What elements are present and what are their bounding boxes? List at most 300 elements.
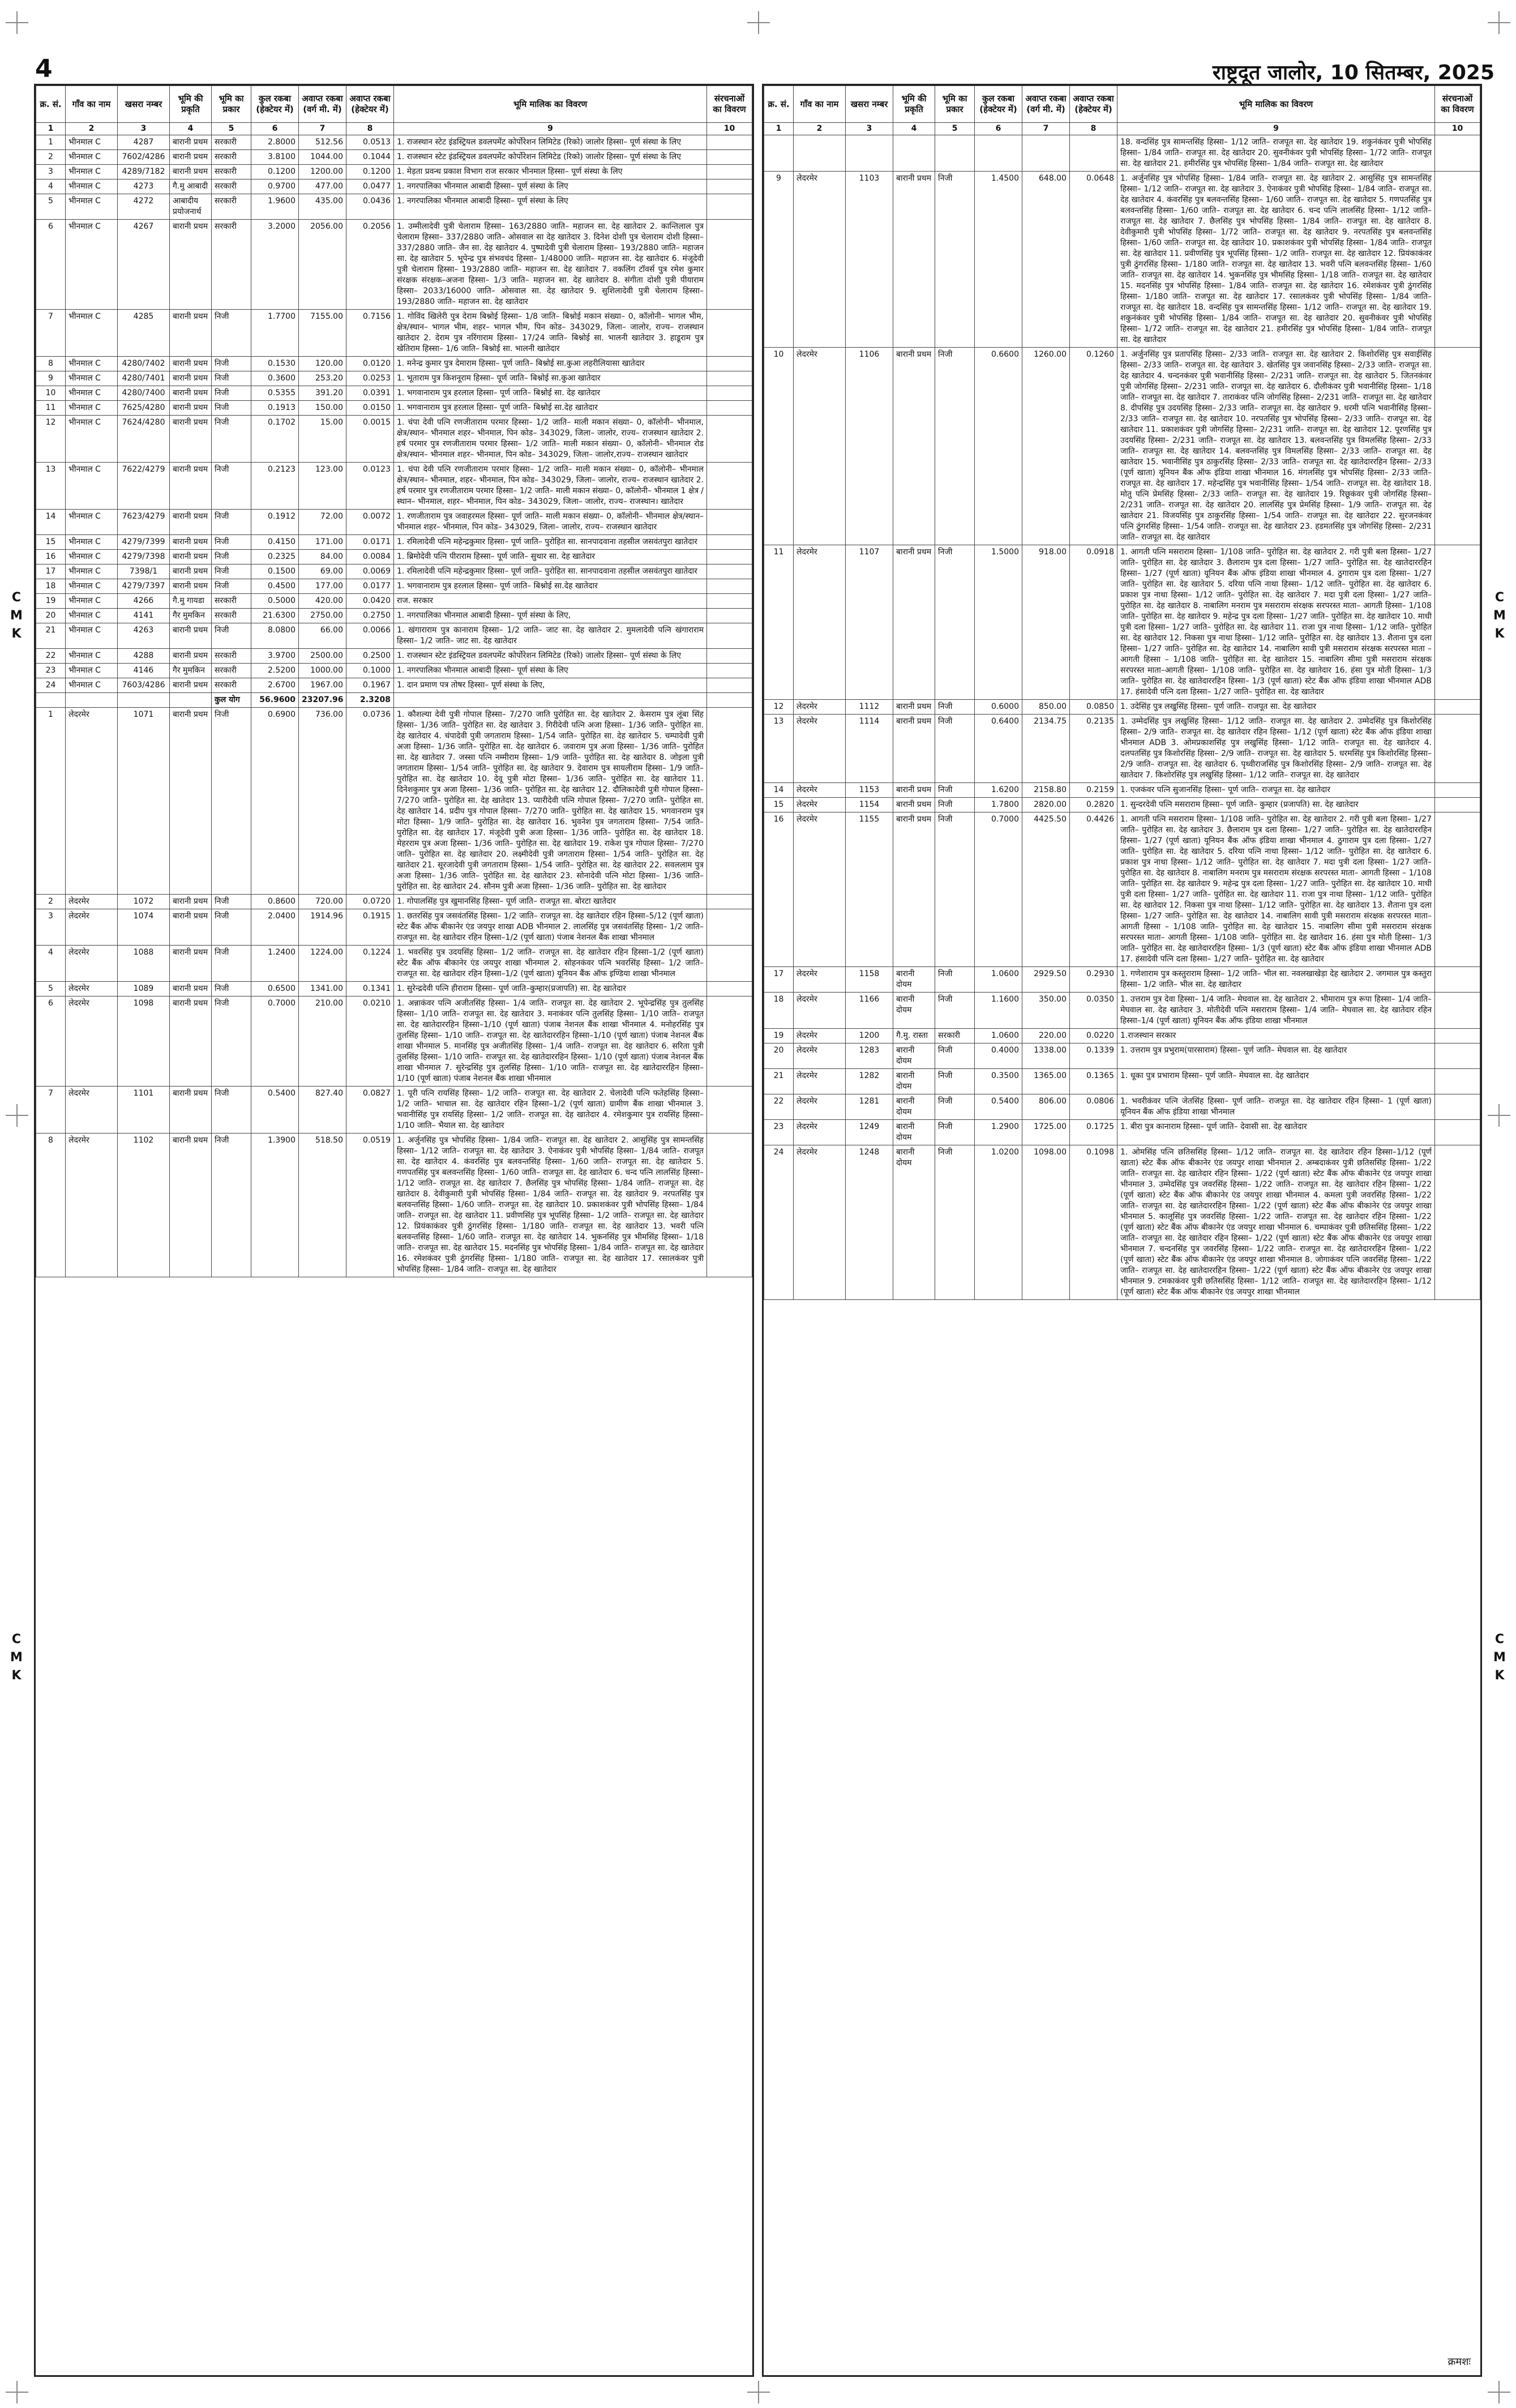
structures-cell (1435, 700, 1480, 715)
left-land-table-panel (34, 84, 754, 2377)
column-number: 2 (66, 123, 118, 135)
registration-mark-icon (1488, 2381, 1510, 2403)
column-number: 5 (935, 123, 975, 135)
column-header: अवाप्त रकबा (वर्ग मी. में) (1022, 86, 1070, 123)
table-row (36, 165, 752, 179)
land-nature-cell: बारानी प्रथम (170, 678, 212, 693)
land-nature-cell: बारानी प्रथम (170, 623, 212, 649)
acquired-area-sqm-cell: 253.20 (299, 371, 346, 386)
total-area-hectare-cell: 2.8000 (251, 135, 299, 150)
village-name-cell: लेदरमेर (66, 708, 118, 895)
land-type-cell: निजी (212, 1087, 251, 1134)
column-header: भूमि मालिक का विवरण (1117, 86, 1435, 123)
total-area-hectare-cell: 0.6000 (975, 700, 1022, 715)
table-row (764, 172, 1480, 348)
land-type-cell: निजी (212, 510, 251, 535)
khasra-number-cell: 1248 (846, 1145, 893, 1300)
column-header: संरचनाओं का विवरण (1435, 86, 1480, 123)
land-nature-cell: बारानी प्रथम (893, 545, 935, 700)
serial-number-cell: 1 (36, 708, 66, 895)
land-type-cell: निजी (935, 172, 975, 348)
structures-cell (1435, 172, 1480, 348)
village-name-cell: भीनमाल C (66, 664, 118, 678)
land-type-cell: निजी (212, 564, 251, 579)
acquired-area-sqm-cell: 420.00 (299, 594, 346, 609)
acquired-area-sqm-cell: 1098.00 (1022, 1145, 1070, 1300)
table-row (764, 798, 1480, 812)
total-area-hectare-cell: 1.2400 (251, 946, 299, 982)
khasra-number-cell: 4279/7397 (118, 579, 170, 594)
owner-details-cell: 1. गोविंद खिलेरी पुत्र देराम बिश्नोई हिस्सा– 1/8 जाति– बिश्नोई मकान संख्या– 0, कॉलोनी– भागल भीम, क्षेत्र/स्थान– भागल भीम, शहर– भागल भीम, पिन कोड– 343029, जिला– जालोर, राज्य– राजस्थान खातेदार 2. देराम पुत्र नरिंगाराम हिस्सा– 17/24 जाति– बिश्नोई सा. भालनी खातेदार 3. हाडूराम पुत्र खेतिराम हिस्सा– 1/6 जाति– बिश्नोई सा. भालनी खातेदार (394, 310, 707, 357)
total-area-hectare-cell: 8.0800 (251, 623, 299, 649)
table-row (36, 135, 752, 150)
total-area-hectare-cell: 0.2325 (251, 550, 299, 564)
village-name-cell: लेदरमेर (794, 993, 846, 1029)
village-name-cell: लेदरमेर (66, 996, 118, 1087)
acquired-area-sqm-cell: 4425.50 (1022, 812, 1070, 967)
total-area-hectare-cell: 0.4000 (975, 1043, 1022, 1069)
khasra-number-cell (118, 693, 170, 708)
khasra-number-cell: 7602/4286 (118, 150, 170, 165)
owner-details-cell: 1. आगती पत्नि मसराराम हिस्सा– 1/108 जाति– पुरोहित सा. देह खातेदार 2. गरी पुत्री बला हिस्सा– 1/27 जाति– पुरोहित सा. देह खातेदार 3. छैलाराम पुत्र दला हिस्सा– 1/27 जाति– पुरोहित सा. देह खातेदाररहिन हिस्सा– 1/27 (पूर्ण खाता) यूनियन बैंक ऑफ इंडिया शाखा भीनमाल 4. ठुगाराम पुत्र दला हिस्सा– 1/27 जाति– पुरोहित सा. देह खातेदार 5. दरिया पत्नि नाथा हिस्सा– 1/12 जाति– पुरोहित सा. देह खातेदार 6. प्रकाश पुत्र नाथा हिस्सा– 1/12 जाति– पुरोहित सा. देह खातेदार 7. मदा पुत्री दला हिस्सा– 1/27 जाति– पुरोहित सा. देह खातेदार 8. नाबालिग मनराम पुत्र मसराराम संरक्षक सरपरस्त माता– आगती हिस्सा – 1/108 जाति– पुरोहित सा. देह खातेदार 9. महेन्द्र पुत्र दला हिस्सा– 1/27 जाति– पुरोहित सा. देह खातेदार 10. माधी पुत्री दला हिस्सा– 1/27 जाति– पुरोहित सा. देह खातेदार 11. राजा पुत्र नाथा हिस्सा– 1/12 जाति– पुरोहित सा. देह खातेदार 12. निकसा पुत्र नाथा हिस्सा– 1/12 जाति– पुरोहित सा. देह खातेदार 13. शैताना पुत्र दला हिस्सा– 1/27 जाति– पुरोहित सा. देह खातेदार 14. नाबालिग सावी पुत्री मसराराम संरक्षक सरपरस्त माता– आगती हिस्सा – 1/108 जाति– पुरोहित सा. देह खातेदार 15. नाबालिग सीमा पुत्री मसराराम संरक्षक सरपरस्त माता– आगती हिस्सा– 1/108 जाति– पुरोहित सा. देह खातेदार 16. हंसा पुत्र मोती हिस्सा– 1/3 जाति– पुरोहित सा. देह खातेदाररहिन हिस्सा– 1/3 (पूर्ण खाता) स्टेट बैंक ऑफ इंडिया शाखा भीनमाल ADB 17. हंसादेवी पत्नि दला हिस्सा– 1/27 जाति– पुरोहित सा. देह खातेदार (1117, 812, 1435, 967)
total-area-hectare-cell: 0.1913 (251, 401, 299, 416)
village-name-cell: भीनमाल C (66, 357, 118, 371)
total-area-hectare-cell: 3.2000 (251, 220, 299, 310)
total-area-hectare-cell: 1.0200 (975, 1145, 1022, 1300)
acquired-area-sqm-cell: 84.00 (299, 550, 346, 564)
total-area-hectare-cell: 0.7000 (251, 996, 299, 1087)
structures-cell (707, 135, 752, 150)
village-name-cell: भीनमाल C (66, 564, 118, 579)
structures-cell (707, 194, 752, 220)
serial-number-cell: 21 (764, 1069, 794, 1094)
owner-details-cell: 1. ओमसिंह पत्नि छतिससिंह हिस्सा– 1/12 जाति– राजपूत सा. देह खातेदार रहिन हिस्सा–1/12 (पूर्ण खाता) स्टेट बैंक ऑफ बीकानेर एंड जयपुर शाखा भीनमाल 2. अम्बदाकंवर पुत्री छतिससिंह हिस्सा– 1/22 जाति– राजपूत सा. देह खातेदार रहिन हिस्सा– 1/22 (पूर्ण खाता) स्टेट बैंक ऑफ बीकानेर एंड जयपुर शाखा भीनमाल 3. उम्मेदसिंह पुत्र जवरसिंह हिस्सा– 1/22 जाति– राजपूत सा. देह खातेदार रहिन हिस्सा– 1/22 (पूर्ण खाता) स्टेट बैंक ऑफ बीकानेर एंड जयपुर शाखा भीनमाल 4. कमला पुत्री जवरसिंह हिस्सा– 1/22 जाति– राजपूत सा. देह खातेदाररहिन हिस्सा– 1/22 (पूर्ण खाता) स्टेट बैंक ऑफ बीकानेर एंड जयपुर शाखा भीनमाल 5. कालूसिंह पुत्र जवरसिंह हिस्सा– 1/22 जाति– राजपूत सा. देह खातेदार रहिन हिस्सा– 1/22 (पूर्ण खाता) स्टेट बैंक ऑफ बीकानेर एंड जयपुर शाखा भीनमाल 6. चम्पाकंवर पुत्री छतिससिंह हिस्सा– 1/22 जाति– राजपूत सा. देह खातेदार रहिन हिस्सा– 1/22 (पूर्ण खाता) स्टेट बैंक ऑफ बीकानेर एंड जयपुर शाखा भीनमाल 7. चन्दनसिंह पुत्र जवरसिंह हिस्सा– 1/22 जाति– राजपूत सा. देह खातेदाररहिन हिस्सा– 1/22 (पूर्ण खाता) स्टेट बैंक ऑफ बीकानेर एंड जयपुर शाखा भीनमाल 8. जोगाकंवर पत्नि जवरसिंह हिस्सा– 1/22 जाति– राजपूत सा. देह खातेदाररहिन हिस्सा– 1/22 (पूर्ण खाता) स्टेट बैंक ऑफ बीकानेर एंड जयपुर शाखा भीनमाल 9. टमकाकंवर पुत्री छतिससिंह हिस्सा– 1/12 जाति– राजपूत सा. देह खातेदाररहिन हिस्सा– 1/12 (पूर्ण खाता) स्टेट बैंक ऑफ बीकानेर एंड जयपुर शाखा भीनमाल (1117, 1145, 1435, 1300)
land-nature-cell: बारानी प्रथम (170, 550, 212, 564)
acquired-area-hectare-cell: 0.0806 (1070, 1094, 1117, 1120)
acquired-area-hectare-cell: 0.0477 (346, 179, 394, 194)
acquired-area-hectare-cell: 0.2056 (346, 220, 394, 310)
acquired-area-sqm-cell: 1000.00 (299, 664, 346, 678)
table-row (36, 895, 752, 909)
acquired-area-sqm-cell: 1914.96 (299, 909, 346, 946)
serial-number-cell: 14 (764, 783, 794, 798)
village-name-cell: लेदरमेर (66, 946, 118, 982)
khasra-number-cell: 1249 (846, 1120, 893, 1145)
village-name-cell: भीनमाल C (66, 550, 118, 564)
village-name-cell: लेदरमेर (66, 895, 118, 909)
land-type-cell: निजी (935, 798, 975, 812)
acquired-area-hectare-cell: 0.0350 (1070, 993, 1117, 1029)
khasra-number-cell: 4273 (118, 179, 170, 194)
land-nature-cell: बारानी प्रथम (170, 371, 212, 386)
serial-number-cell: 7 (36, 310, 66, 357)
land-nature-cell: गै.मु. रास्ता (893, 1029, 935, 1043)
khasra-number-cell: 4288 (118, 649, 170, 664)
table-row (36, 564, 752, 579)
land-type-cell: सरकारी (212, 220, 251, 310)
column-number: 4 (893, 123, 935, 135)
khasra-number-cell: 7625/4280 (118, 401, 170, 416)
village-name-cell: भीनमाल C (66, 179, 118, 194)
acquired-area-hectare-cell: 0.2159 (1070, 783, 1117, 798)
acquired-area-sqm-cell: 210.00 (299, 996, 346, 1087)
structures-cell (707, 386, 752, 401)
serial-number-cell: 8 (36, 1134, 66, 1277)
serial-number-cell: 3 (36, 165, 66, 179)
acquired-area-hectare-cell: 0.0827 (346, 1087, 394, 1134)
village-name-cell (66, 693, 118, 708)
table-row (36, 463, 752, 510)
total-area-hectare-cell: 1.2900 (975, 1120, 1022, 1145)
khasra-number-cell (846, 135, 893, 172)
land-type-cell: निजी (212, 416, 251, 463)
acquired-area-sqm-cell: 827.40 (299, 1087, 346, 1134)
serial-number-cell: 6 (36, 996, 66, 1087)
acquired-area-sqm-cell: 1341.00 (299, 982, 346, 996)
land-type-cell: कुल योग (212, 693, 251, 708)
village-name-cell: लेदरमेर (794, 1145, 846, 1300)
acquired-area-hectare-cell: 0.0918 (1070, 545, 1117, 700)
land-type-cell: निजी (212, 401, 251, 416)
land-nature-cell: बारानी प्रथम (170, 535, 212, 550)
acquired-area-sqm-cell: 1338.00 (1022, 1043, 1070, 1069)
village-name-cell: भीनमाल C (66, 135, 118, 150)
khasra-number-cell: 1200 (846, 1029, 893, 1043)
acquired-area-hectare-cell: 0.0150 (346, 401, 394, 416)
land-type-cell: निजी (212, 535, 251, 550)
structures-cell (1435, 1043, 1480, 1069)
structures-cell (1435, 1094, 1480, 1120)
acquired-area-hectare-cell: 0.1200 (346, 165, 394, 179)
total-area-hectare-cell: 0.5355 (251, 386, 299, 401)
land-type-cell: निजी (935, 967, 975, 993)
structures-cell (1435, 545, 1480, 700)
serial-number-cell: 1 (36, 135, 66, 150)
village-name-cell: भीनमाल C (66, 463, 118, 510)
owner-details-cell: 1. भवरसिंह पुत्र उदयसिंह हिस्सा– 1/2 जाति– राजपूत सा. देह खातेदार रहिन हिस्सा–1/2 (पूर्ण खाता) स्टेट बैंक ऑफ बीकानेर एंड जयपुर शाखा भीनमाल 2. सोहनकंवर पत्नि भवरसिंह हिस्सा– 1/2 जाति– राजपूत सा. देह खातेदार रहिन हिस्सा–1/2 (पूर्ण खाता) यूनियन बैंक ऑफ इण्डिया शाखा भीनमाल (394, 946, 707, 982)
khasra-number-cell: 7624/4280 (118, 416, 170, 463)
table-row (764, 715, 1480, 783)
column-number: 6 (975, 123, 1022, 135)
total-area-hectare-cell: 0.1500 (251, 564, 299, 579)
owner-details-cell: 1. अन्नाकंवर पत्नि अजीतसिंह हिस्सा– 1/4 जाति– राजपूत सा. देह खातेदार 2. भूपेन्द्रसिंह पुत्र तुलसिंह हिस्सा– 1/10 जाति– राजपूत सा. देह खातेदार 3. मनाकंवर पत्नि तुलसिंह हिस्सा– 1/10 जाति– राजपूत सा. देह खातेदाररहिन हिस्सा–1/10 (पूर्ण खाता) पंजाब नेशनल बैंक शाखा भीनमाल 4. मनोहरसिंह पुत्र तुलसिंह हिस्सा– 1/10 जाति– राजपूत सा. देह खातेदाररहिन हिस्सा–1/10 (पूर्ण खाता) पंजाब नेशनल बैंक शाखा भीनमाल 5. मानसिंह पुत्र अजीतसिंह हिस्सा– 1/4 जाति– राजपूत सा. देह खातेदार 6. सरिता पुत्री तुलसिंह हिस्सा– 1/10 जाति– राजपूत सा. देह खातेदाररहिन हिस्सा– 1/10 (पूर्ण खाता) पंजाब नेशनल बैंक शाखा भीनमाल 7. सुरेन्द्रसिंह पुत्र तुलसिंह हिस्सा– 1/10 जाति– राजपूत सा. देह खातेदाररहिन हिस्सा–1/10 (पूर्ण खाता) पंजाब नेशनल बैंक शाखा भीनमाल (394, 996, 707, 1087)
structures-cell (1435, 1029, 1480, 1043)
acquired-area-sqm-cell: 477.00 (299, 179, 346, 194)
owner-details-cell: 1. अर्जुनसिंह पुत्र भोपसिंह हिस्सा– 1/84 जाति– राजपूत सा. देह खातेदार 2. आसुसिंह पुत्र सामन्तसिंह हिस्सा– 1/12 जाति– राजपूत सा. देह खातेदार 3. ऐनाकंवर पुत्री भोपसिंह हिस्सा– 1/84 जाति– राजपूत सा. देह खातेदार 4. कंवरसिंह पुत्र बलवन्तसिंह हिस्सा– 1/60 जाति– राजपूत सा. देह खातेदार 5. गणपतसिंह पुत्र बलवन्तसिंह हिस्सा– 1/60 जाति– राजपूत सा. देह खातेदार 6. चन्द पत्नि लालसिंह हिस्सा– 1/12 जाति– राजपूत सा. देह खातेदार 7. छैलसिंह पुत्र भोपसिंह हिस्सा– 1/84 जाति– राजपूत सा. देह खातेदार 8. देवीकुमारी पुत्री भोपसिंह हिस्सा– 1/84 जाति– राजपूत सा. देह खातेदार 9. नरपतसिंह पुत्र बलवन्तसिंह हिस्सा– 1/60 जाति– राजपूत सा. देह खातेदार 10. प्रकाशकंवर पुत्री भोपसिंह हिस्सा– 1/84 जाति– राजपूत सा. देह खातेदार 11. प्रवीणसिंह पुत्र भूपसिंह हिस्सा– 1/2 जाति– राजपूत सा. देह खातेदार 12. प्रियंकाकंवर पुत्री ठुंगरसिंह हिस्सा– 1/180 जाति– राजपूत सा. देह खातेदार 13. भवरी पत्नि बलवन्तसिंह हिस्सा– 1/60 जाति– राजपूत सा. देह खातेदार 14. भुकनसिंह पुत्र भीमसिंह हिस्सा– 1/18 जाति– राजपूत सा. देह खातेदार 15. मदनसिंह पुत्र भोपसिंह हिस्सा– 1/84 जाति– राजपूत सा. देह खातेदार 16. रमेशकंवर पुत्री ठुंगरसिंह हिस्सा– 1/180 जाति– राजपूत सा. देह खातेदार 17. रसालकंवर पुत्री भोपसिंह हिस्सा– 1/84 जाति– राजपूत सा. देह खातेदार (394, 1134, 707, 1277)
khasra-number-cell: 4266 (118, 594, 170, 609)
land-nature-cell: बारानी प्रथम (170, 996, 212, 1087)
structures-cell (707, 664, 752, 678)
acquired-area-hectare-cell: 0.0648 (1070, 172, 1117, 348)
village-name-cell: लेदरमेर (794, 348, 846, 545)
table-row (36, 401, 752, 416)
total-area-hectare-cell: 0.3500 (975, 1069, 1022, 1094)
land-type-cell: निजी (212, 909, 251, 946)
column-header: संरचनाओं का विवरण (707, 86, 752, 123)
land-nature-cell: गै.मु गायडा (170, 594, 212, 609)
owner-details-cell: 1. नगरपालिका भीनमाल आबादी हिस्सा– पूर्ण संस्था के लिए (394, 664, 707, 678)
total-area-hectare-cell: 0.4500 (251, 579, 299, 594)
village-name-cell: लेदरमेर (794, 700, 846, 715)
table-row (36, 649, 752, 664)
land-type-cell: निजी (935, 1094, 975, 1120)
column-number-row (36, 123, 752, 135)
village-name-cell: भीनमाल C (66, 416, 118, 463)
acquired-area-sqm-cell: 2158.80 (1022, 783, 1070, 798)
acquired-area-sqm-cell: 648.00 (1022, 172, 1070, 348)
structures-cell (707, 579, 752, 594)
column-number: 9 (1117, 123, 1435, 135)
structures-cell (1435, 798, 1480, 812)
serial-number-cell: 13 (764, 715, 794, 783)
serial-number-cell: 12 (764, 700, 794, 715)
khasra-number-cell: 1101 (118, 1087, 170, 1134)
total-area-hectare-cell: 2.5200 (251, 664, 299, 678)
total-area-hectare-cell: 0.5400 (251, 1087, 299, 1134)
land-nature-cell: बारानी दोयम (893, 1145, 935, 1300)
structures-cell (707, 649, 752, 664)
acquired-area-sqm-cell: 66.00 (299, 623, 346, 649)
acquired-area-sqm-cell: 177.00 (299, 579, 346, 594)
total-area-hectare-cell: 0.6400 (975, 715, 1022, 783)
village-name-cell: भीनमाल C (66, 310, 118, 357)
owner-details-cell: 1. उदेसिंह पुत्र लखुसिंह हिस्सा– पूर्ण जाति– राजपूत सा. देह खातेदार (1117, 700, 1435, 715)
acquired-area-hectare-cell: 0.0850 (1070, 700, 1117, 715)
acquired-area-hectare-cell: 0.0120 (346, 357, 394, 371)
structures-cell (707, 310, 752, 357)
khasra-number-cell: 4146 (118, 664, 170, 678)
land-type-cell: निजी (935, 715, 975, 783)
acquired-area-sqm-cell: 1725.00 (1022, 1120, 1070, 1145)
village-name-cell: भीनमाल C (66, 649, 118, 664)
village-name-cell: लेदरमेर (794, 783, 846, 798)
khasra-number-cell: 4141 (118, 609, 170, 623)
khasra-number-cell: 1106 (846, 348, 893, 545)
village-name-cell: लेदरमेर (794, 1043, 846, 1069)
khasra-number-cell: 4289/7182 (118, 165, 170, 179)
column-header: क्र. सं. (764, 86, 794, 123)
acquired-area-sqm-cell: 736.00 (299, 708, 346, 895)
village-name-cell: भीनमाल C (66, 510, 118, 535)
khasra-number-cell: 1102 (118, 1134, 170, 1277)
column-header: अवाप्त रकबा (वर्ग मी. में) (299, 86, 346, 123)
table-row (764, 1120, 1480, 1145)
serial-number-cell: 5 (36, 194, 66, 220)
total-area-hectare-cell: 0.5000 (251, 594, 299, 609)
column-header: खसरा नम्बर (846, 86, 893, 123)
column-header: भूमि की प्रकृति (893, 86, 935, 123)
acquired-area-sqm-cell: 518.50 (299, 1134, 346, 1277)
khasra-number-cell: 4285 (118, 310, 170, 357)
table-row (764, 700, 1480, 715)
village-name-cell: भीनमाल C (66, 623, 118, 649)
acquired-area-hectare-cell: 0.0720 (346, 895, 394, 909)
acquired-area-sqm-cell: 2929.50 (1022, 967, 1070, 993)
land-type-cell: निजी (935, 700, 975, 715)
land-type-cell: निजी (212, 386, 251, 401)
owner-details-cell: 1. अर्जुनसिंह पुत्र प्रतापसिंह हिस्सा– 2/33 जाति– राजपूत सा. देह खातेदार 2. किशोरसिंह पुत्र सवाईसिंह हिस्सा– 2/33 जाति– राजपूत सा. देह खातेदार 3. खेतसिंह पुत्र जवानसिंह हिस्सा– 2/33 जाति– राजपूत सा. देह खातेदार 4. चन्दनकंवर पुत्री भवानीसिंह हिस्सा– 2/231 जाति– राजपूत सा. देह खातेदार 5. जितनकंवर पुत्री जोगसिंह हिस्सा– 2/231 जाति– राजपूत सा. देह खातेदार 6. दौलीकंवर पुत्री भवानीसिंह हिस्सा– 1/18 जाति– राजपूत सा. देह खातेदार 7. ताराकंवर पत्नि जोगसिंह हिस्सा– 2/231 जाति– राजपूत सा. देह खातेदार 8. दीपसिंह पुत्र उदयसिंह हिस्सा– 2/33 जाति– राजपूत सा. देह खातेदार 9. धरमी पत्नि भवानीसिंह हिस्सा– 2/33 जाति– राजपूत सा. देह खातेदार 10. नरपतसिंह पुत्र भोपसिंह हिस्सा– 2/33 जाति– राजपूत सा. देह खातेदार 11. प्रकाशकंवर पुत्री जोगसिंह हिस्सा– 2/231 जाति– राजपूत सा. देह खातेदार 12. पूरणसिंह पुत्र उदयसिंह हिस्सा– 2/231 जाति– राजपूत सा. देह खातेदार 13. बलवन्तसिंह पुत्र विमलसिंह हिस्सा– 2/33 जाति– राजपूत सा. देह खातेदार 14. बलवन्तसिंह पुत्र विमलसिंह हिस्सा– 2/33 जाति– राजपूत सा. देह खातेदार 15. भवानीसिंह पुत्र ठाकुरसिंह हिस्सा– 2/33 जाति– राजपूत सा. देह खातेदाररहिन हिस्सा– 2/33 (पूर्ण खाता) यूनियन बैंक ऑफ इंडिया शाखा भीनमाल 16. मंगलसिंह पुत्र भोपसिंह हिस्सा– 2/33 जाति– राजपूत सा. देह खातेदार 17. महेन्द्रसिंह पुत्र भवानीसिंह हिस्सा– 1/54 जाति– राजपूत सा. देह खातेदार 18. मोतु पत्नि प्रेमसिंह हिस्सा– 2/33 जाति– राजपूत सा. देह खातेदार 19. रिछूकंवर पुत्री जोगसिंह हिस्सा– 2/231 जाति– राजपूत सा. देह खातेदार 20. लालसिंह पुत्र प्रेमसिंह हिस्सा– 1/9 जाति– राजपूत सा. देह खातेदार 21. विजयसिंह पुत्र ठाकुरसिंह हिस्सा– 1/54 जाति– राजपूत सा. देह खातेदार 22. सुरजनकंवर पत्नि ठुंगरसिंह हिस्सा– 1/54 जाति– राजपूत सा. देह खातेदार 23. हडमतसिंह पुत्र जोगसिंह हिस्सा– 2/231 जाति– राजपूत सा. देह खातेदार (1117, 348, 1435, 545)
land-nature-cell: बारानी प्रथम (893, 348, 935, 545)
land-nature-cell: बारानी प्रथम (170, 416, 212, 463)
village-name-cell: लेदरमेर (794, 798, 846, 812)
acquired-area-hectare-cell: 0.0210 (346, 996, 394, 1087)
acquired-area-hectare-cell: 0.1915 (346, 909, 394, 946)
khasra-number-cell: 1282 (846, 1069, 893, 1094)
cmk-mark-right-top: C M K (1493, 591, 1506, 641)
acquired-area-hectare-cell: 0.4426 (1070, 812, 1117, 967)
owner-details-cell: 1. अर्जुनसिंह पुत्र भोपसिंह हिस्सा– 1/84 जाति– राजपूत सा. देह खातेदार 2. आसुसिंह पुत्र सामन्तसिंह हिस्सा– 1/12 जाति– राजपूत सा. देह खातेदार 3. ऐनाकंवर पुत्री भोपसिंह हिस्सा– 1/84 जाति– राजपूत सा. देह खातेदार 4. कंवरसिंह पुत्र बलवन्तसिंह हिस्सा– 1/60 जाति– राजपूत सा. देह खातेदार 5. गणपतसिंह पुत्र बलवन्तसिंह हिस्सा– 1/60 जाति– राजपूत सा. देह खातेदार 6. चन्द पत्नि लालसिंह हिस्सा– 1/12 जाति– राजपूत सा. देह खातेदार 7. छैलसिंह पुत्र भोपसिंह हिस्सा– 1/84 जाति– राजपूत सा. देह खातेदार 8. देवीकुमारी पुत्री भोपसिंह हिस्सा– 1/72 जाति– राजपूत सा. देह खातेदार 9. नरपतसिंह पुत्र बलवन्तसिंह हिस्सा– 1/60 जाति– राजपूत सा. देह खातेदार 10. प्रकाशकंवर पुत्री भोपसिंह हिस्सा– 1/84 जाति– राजपूत सा. देह खातेदार 11. प्रवीणसिंह पुत्र भूपसिंह हिस्सा– 1/2 जाति– राजपूत सा. देह खातेदार 12. प्रियंकाकंवर पुत्री ठुंगरसिंह हिस्सा– 1/180 जाति– राजपूत सा. देह खातेदार 13. भवरी पत्नि बलवन्तसिंह हिस्सा– 1/60 जाति– राजपूत सा. देह खातेदार 14. भुकनसिंह पुत्र भीमसिंह हिस्सा– 1/18 जाति– राजपूत सा. देह खातेदार 15. मदनसिंह पुत्र भोपसिंह हिस्सा– 1/84 जाति– राजपूत सा. देह खातेदार 16. रमेशकंवर पुत्री ठुंगरसिंह हिस्सा– 1/180 जाति– राजपूत सा. देह खातेदार 17. रसालकंवर पुत्री भोपसिंह हिस्सा– 1/84 जाति– राजपूत सा. देह खातेदार 18. वन्दसिंह पुत्र सामन्तसिंह हिस्सा– 1/12 जाति– राजपूत सा. देह खातेदार 19. शकुनंकंवर पुत्री भोपसिंह हिस्सा– 1/84 जाति– राजपूत सा. देह खातेदार 20. सुवनीकंवर पुत्री भोपसिंह हिस्सा– 1/72 जाति– राजपूत सा. देह खातेदार 21. हमीरसिंह पुत्र भोपसिंह हिस्सा– 1/84 जाति– राजपूत सा. देह खातेदार (1117, 172, 1435, 348)
column-header: अवाप्त रकबा (हेक्टेयर में) (1070, 86, 1117, 123)
structures-cell (707, 463, 752, 510)
land-nature-cell: बारानी दोयम (893, 1069, 935, 1094)
village-name-cell: भीनमाल C (66, 371, 118, 386)
serial-number-cell: 22 (36, 649, 66, 664)
structures-cell (707, 982, 752, 996)
acquired-area-hectare-cell: 0.0220 (1070, 1029, 1117, 1043)
column-number: 4 (170, 123, 212, 135)
table-row (764, 783, 1480, 798)
land-nature-cell: बारानी दोयम (893, 1120, 935, 1145)
land-nature-cell: बारानी प्रथम (170, 357, 212, 371)
total-area-hectare-cell: 3.9700 (251, 649, 299, 664)
acquired-area-hectare-cell: 0.1044 (346, 150, 394, 165)
structures-cell (707, 678, 752, 693)
acquired-area-hectare-cell: 0.0123 (346, 463, 394, 510)
acquired-area-hectare-cell: 0.1341 (346, 982, 394, 996)
acquired-area-hectare-cell: 0.7156 (346, 310, 394, 357)
acquired-area-sqm-cell: 23207.96 (299, 693, 346, 708)
acquired-area-hectare-cell: 0.1725 (1070, 1120, 1117, 1145)
acquired-area-hectare-cell: 0.0253 (346, 371, 394, 386)
structures-cell (1435, 993, 1480, 1029)
village-name-cell: लेदरमेर (794, 1069, 846, 1094)
khasra-number-cell: 1107 (846, 545, 893, 700)
acquired-area-sqm-cell: 2820.00 (1022, 798, 1070, 812)
acquired-area-sqm-cell: 69.00 (299, 564, 346, 579)
acquired-area-sqm-cell (1022, 135, 1070, 172)
land-nature-cell: बारानी प्रथम (170, 220, 212, 310)
owner-details-cell: 1. धूका पुत्र प्रभाराम हिस्सा– पूर्ण जाति– मेघवाल सा. देह खातेदार (1117, 1069, 1435, 1094)
acquired-area-sqm-cell: 1044.00 (299, 150, 346, 165)
structures-cell (707, 946, 752, 982)
owner-details-cell: 1. नगरपालिका भीनमाल आबादी हिस्सा– पूर्ण संस्था के लिए (394, 194, 707, 220)
table-row (36, 220, 752, 310)
table-row (36, 579, 752, 594)
total-area-hectare-cell: 0.3600 (251, 371, 299, 386)
khasra-number-cell: 4280/7402 (118, 357, 170, 371)
khasra-number-cell: 7603/4286 (118, 678, 170, 693)
acquired-area-sqm-cell: 2134.75 (1022, 715, 1070, 783)
land-nature-cell: बारानी प्रथम (893, 812, 935, 967)
structures-cell (707, 150, 752, 165)
village-name-cell: भीनमाल C (66, 220, 118, 310)
cmk-mark-right-bottom: C M K (1493, 1632, 1506, 1683)
serial-number-cell: 2 (36, 895, 66, 909)
land-acquisition-table-left (36, 85, 752, 1277)
table-row (764, 1145, 1480, 1300)
table-row (36, 678, 752, 693)
serial-number-cell: 23 (764, 1120, 794, 1145)
total-area-hectare-cell: 1.7800 (975, 798, 1022, 812)
table-row (764, 1029, 1480, 1043)
serial-number-cell: 2 (36, 150, 66, 165)
table-body-left (36, 135, 752, 1277)
acquired-area-hectare-cell: 0.0015 (346, 416, 394, 463)
village-name-cell: भीनमाल C (66, 594, 118, 609)
column-number: 10 (1435, 123, 1480, 135)
serial-number-cell: 5 (36, 982, 66, 996)
column-number: 10 (707, 123, 752, 135)
table-row (36, 996, 752, 1087)
column-header: भूमि की प्रकृति (170, 86, 212, 123)
table-row (36, 1087, 752, 1134)
owner-details-cell: 1. दान प्रमाण पत्र तोषर हिस्सा– पूर्ण संस्था के लिए, (394, 678, 707, 693)
total-area-hectare-cell: 0.1530 (251, 357, 299, 371)
owner-details-cell: 1. उत्तराम पुत्र प्रभुराम(पारसाराम) हिस्सा– पूर्ण जाति– मेघवाल सा. देह खातेदार (1117, 1043, 1435, 1069)
land-type-cell: निजी (212, 946, 251, 982)
village-name-cell: भीनमाल C (66, 609, 118, 623)
page-header (23, 54, 1494, 85)
acquired-area-sqm-cell: 806.00 (1022, 1094, 1070, 1120)
serial-number-cell (36, 693, 66, 708)
khasra-number-cell: 1114 (846, 715, 893, 783)
acquired-area-sqm-cell: 1224.00 (299, 946, 346, 982)
owner-details-cell: 18. वन्दसिंह पुत्र सामन्तसिंह हिस्सा– 1/12 जाति– राजपूत सा. देह खातेदार 19. शकुनंकंवर पुत्री भोपसिंह हिस्सा– 1/84 जाति– राजपूत सा. देह खातेदार 20. सुवनीकंवर पुत्री भोपसिंह हिस्सा– 1/72 जाति– राजपूत सा. देह खातेदार 21. हमीरसिंह पुत्र भोपसिंह हिस्सा– 1/84 जाति– राजपूत सा. देह खातेदार (1117, 135, 1435, 172)
table-row (36, 1134, 752, 1277)
khasra-number-cell: 1153 (846, 783, 893, 798)
table-row (36, 550, 752, 564)
column-number: 8 (346, 123, 394, 135)
khasra-number-cell: 4279/7398 (118, 550, 170, 564)
serial-number-cell: 4 (36, 946, 66, 982)
owner-details-cell: 1. भूताराम पुत्र किशनूराम हिस्सा– पूर्ण जाति– बिश्नोई सा.कुआ खातेदार (394, 371, 707, 386)
acquired-area-sqm-cell: 123.00 (299, 463, 346, 510)
serial-number-cell: 17 (764, 967, 794, 993)
khasra-number-cell: 4263 (118, 623, 170, 649)
land-nature-cell: बारानी प्रथम (170, 386, 212, 401)
owner-details-cell: 1. भगवानाराम पुत्र हरलाल हिस्सा– पूर्ण जाति– बिश्नोई सा.देह खातेदार (394, 579, 707, 594)
serial-number-cell: 19 (764, 1029, 794, 1043)
owner-details-cell: 1. नगरपालिका भीनमाल आबादी हिस्सा– पूर्ण संस्था के लिए (394, 179, 707, 194)
land-type-cell: सरकारी (212, 135, 251, 150)
table-body-right (764, 135, 1480, 1300)
table-row (764, 1043, 1480, 1069)
khasra-number-cell: 4280/7401 (118, 371, 170, 386)
serial-number-cell: 24 (764, 1145, 794, 1300)
column-header: भूमि मालिक का विवरण (394, 86, 707, 123)
khasra-number-cell: 7623/4279 (118, 510, 170, 535)
owner-details-cell: 1. भगवानाराम पुत्र हरलाल हिस्सा– पूर्ण जाति– बिश्नोई सा. देह खातेदार (394, 386, 707, 401)
column-number: 2 (794, 123, 846, 135)
serial-number-cell: 23 (36, 664, 66, 678)
serial-number-cell: 10 (764, 348, 794, 545)
total-row (36, 693, 752, 708)
land-type-cell: निजी (212, 463, 251, 510)
total-area-hectare-cell: 1.9600 (251, 194, 299, 220)
land-nature-cell: बारानी प्रथम (170, 564, 212, 579)
acquired-area-hectare-cell: 0.0391 (346, 386, 394, 401)
table-row (36, 982, 752, 996)
acquired-area-sqm-cell: 15.00 (299, 416, 346, 463)
table-row (36, 946, 752, 982)
serial-number-cell: 22 (764, 1094, 794, 1120)
owner-details-cell: राज. सरकार (394, 594, 707, 609)
owner-details-cell (394, 693, 707, 708)
total-area-hectare-cell: 2.0400 (251, 909, 299, 946)
acquired-area-sqm-cell: 2056.00 (299, 220, 346, 310)
land-nature-cell: बारानी प्रथम (170, 510, 212, 535)
structures-cell (707, 909, 752, 946)
